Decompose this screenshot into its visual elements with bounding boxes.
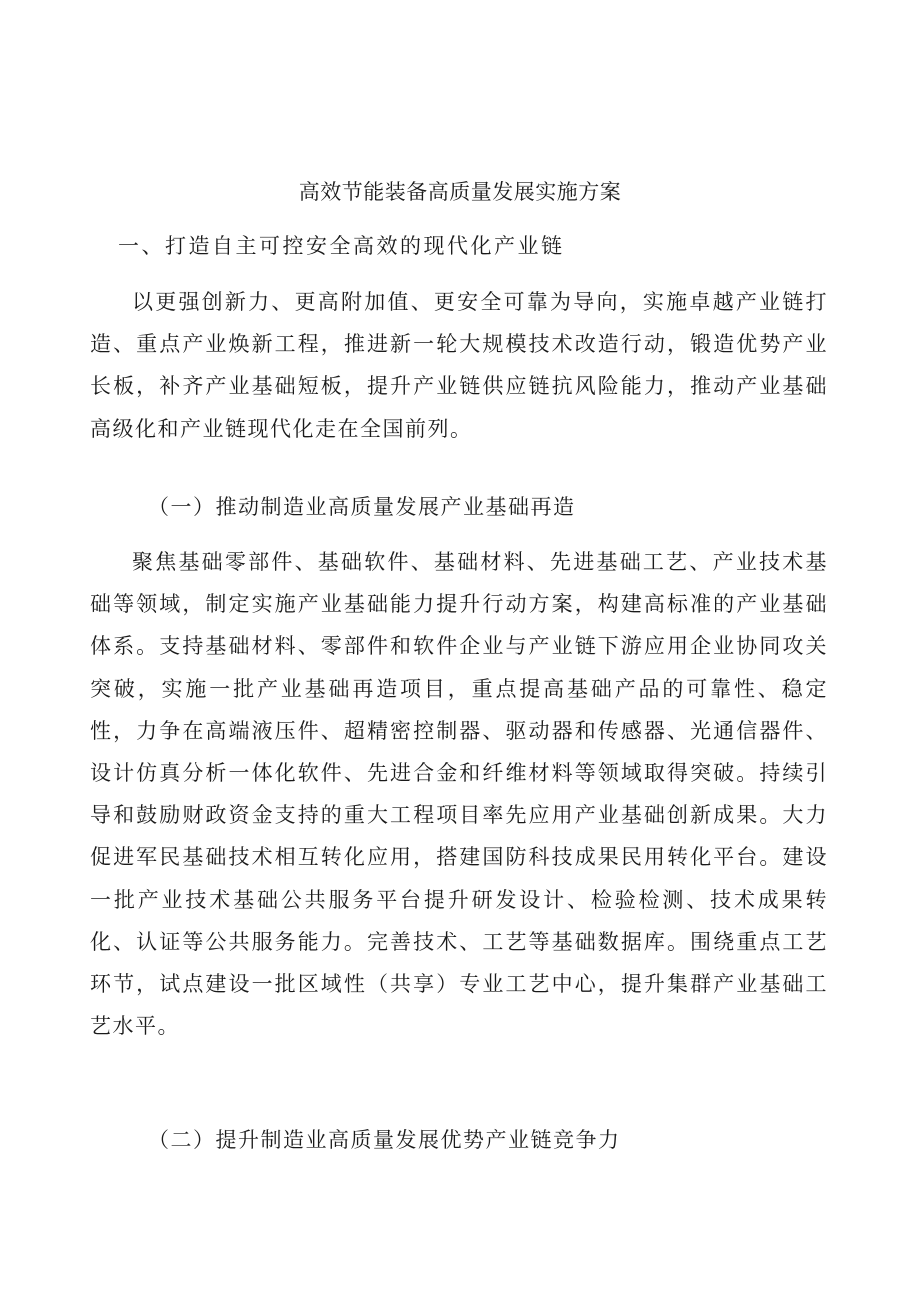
subsection-heading-1: （一）推动制造业高质量发展产业基础再造: [148, 495, 576, 519]
subsection-body-paragraph-1: 聚焦基础零部件、基础软件、基础材料、先进基础工艺、产业技术基础等领域，制定实施产业基础能力提升行动方案，构建高标准的产业基础体系。支持基础材料、零部件和软件企业与产业链下游应用企业协同攻关突破，实施一批产业基础再造项目，重点提高基础产品的可靠性、稳定性，力争在高端液压件、超精密控制器、驱动器和传感器、光通信器件、设计仿真分析一体化软件、先进合金和纤维材料等领域取得突破。持续引导和鼓励财政资金支持的重大工程项目率先应用产业基础创新成果。大力促进军民基础技术相互转化应用，搭建国防科技成果民用转化平台。建设一批产业技术基础公共服务平台提升研发设计、检验检测、技术成果转化、认证等公共服务能力。完善技术、工艺等基础数据库。围绕重点工艺环节，试点建设一批区域性（共享）专业工艺中心，提升集群产业基础工艺水平。: [90, 550, 828, 1039]
section-heading: 一、打造自主可控安全高效的现代化产业链: [118, 234, 565, 258]
section-intro-paragraph: 以更强创新力、更高附加值、更安全可靠为导向，实施卓越产业链打造、重点产业焕新工程，推进新一轮大规模技术改造行动，锻造优势产业长板，补齐产业基础短板，提升产业链供应链抗风险能力，推动产业基础高级化和产业链现代化走在全国前列。: [90, 290, 828, 441]
subsection-heading-2: （二）提升制造业高质量发展优势产业链竞争力: [148, 1128, 621, 1152]
document-title: 高效节能装备高质量发展实施方案: [298, 180, 622, 204]
